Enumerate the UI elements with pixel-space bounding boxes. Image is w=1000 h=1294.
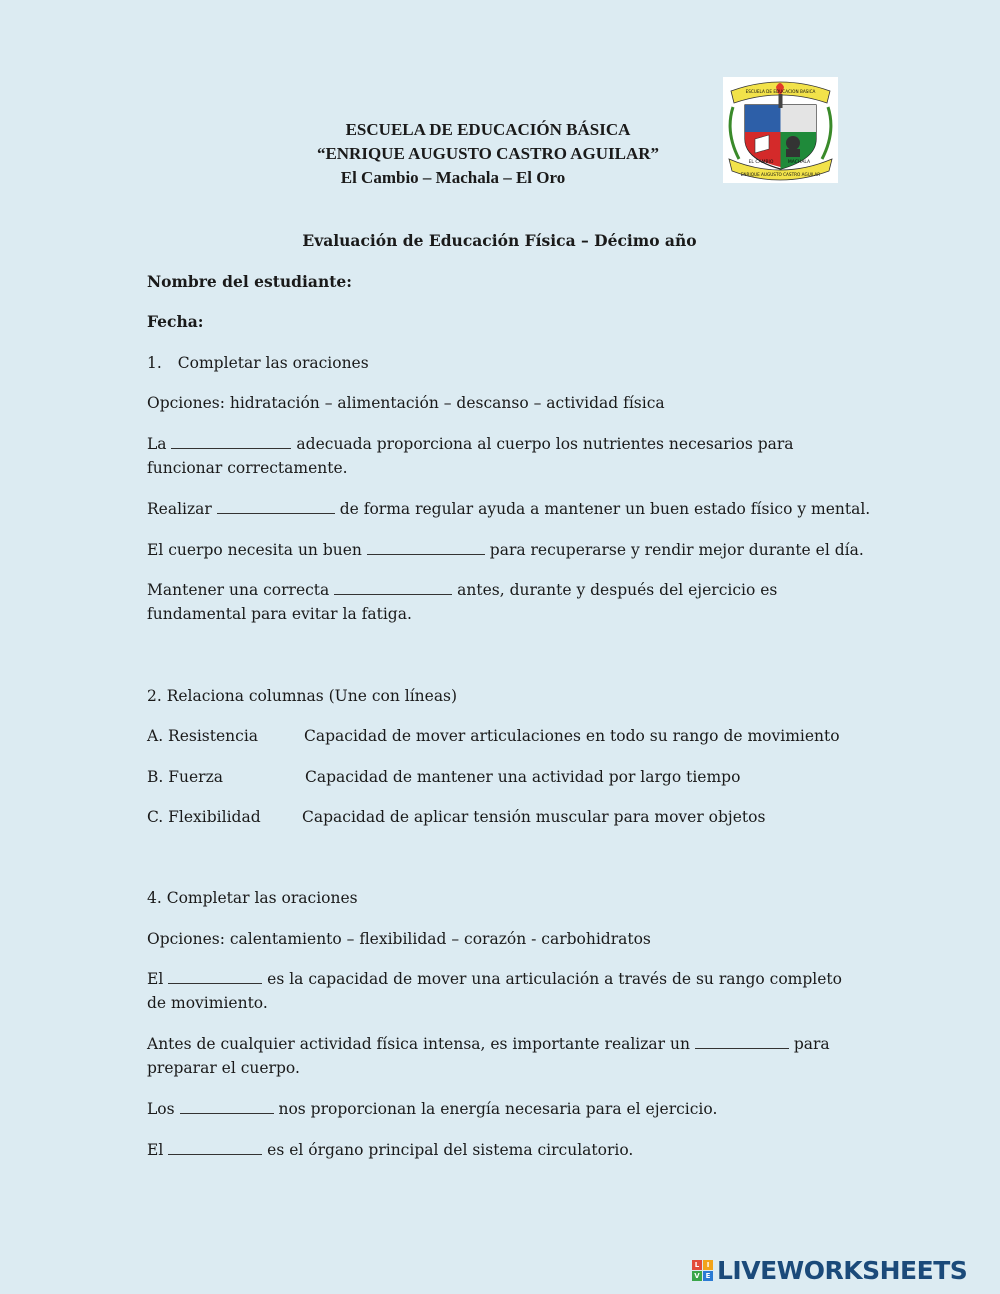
fill-blank-1-4[interactable] [334,580,452,595]
sentence-start: El [147,970,164,988]
section4-item-4 [147,1138,633,1162]
fill-blank-1-2[interactable] [217,499,335,514]
fill-blank-1-3[interactable] [367,540,485,555]
fill-blank-4-4[interactable] [168,1140,262,1155]
sentence-end: nos proporcionan la energía necesaria para el ejercicio. [278,1100,718,1118]
section2-heading: 2. Relaciona columnas (Une con líneas) [147,687,458,705]
sentence-end: es el órgano principal del sistema circulatorio. [267,1141,634,1159]
icon-letter: I [703,1260,713,1270]
crest-label-right: MACHALA [787,160,811,165]
match-row-c [147,805,859,829]
fill-blank-4-1[interactable] [168,969,262,984]
sentence-start: El cuerpo necesita un buen [147,541,362,559]
sentence-end: adecuada proporciona al cuerpo los nutrientes necesarios para funcionar correctamente. [147,435,794,477]
section1-item-4 [147,578,859,626]
section4-options: Opciones: calentamiento – flexibilidad – corazón - carbohidratos [147,930,651,948]
match-definition[interactable]: Capacidad de mantener una actividad por largo tiempo [305,768,741,786]
sentence-start: La [147,435,167,453]
fill-blank-1-1[interactable] [171,434,291,449]
section4-heading: 4. Completar las oraciones [147,889,358,907]
icon-letter: V [692,1271,702,1281]
match-definition[interactable]: Capacidad de aplicar tensión muscular para mover objetos [302,808,766,826]
section1-item-1 [147,432,859,480]
sentence-end: es la capacidad de mover una articulación a través de su rango completo de movimiento. [147,970,842,1012]
icon-letter: L [692,1260,702,1270]
section4-item-3 [147,1097,717,1121]
school-name-line1: ESCUELA DE EDUCACIÓN BÁSICA [345,120,631,139]
section1-number: 1. [147,354,162,372]
section4-item-2 [147,1032,859,1080]
page-title: Evaluación de Educación Física – Décimo año [302,231,697,250]
crest-ribbon-top-text: ESCUELA DE EDUCACION BASICA [745,89,816,94]
date-label: Fecha: [147,312,204,331]
school-location: El Cambio – Machala – El Oro [340,168,566,187]
section1-options: Opciones: hidratación – alimentación – descanso – actividad física [147,394,665,412]
crest-ribbon-bottom-text: ENRIQUE AUGUSTO CASTRO AGUILAR [740,172,821,177]
match-definition[interactable]: Capacidad de mover articulaciones en todo su rango de movimiento [304,727,840,745]
school-name-line2: “ENRIQUE AUGUSTO CASTRO AGUILAR” [316,144,660,163]
sentence-start: Mantener una correcta [147,581,330,599]
sentence-start: Antes de cualquier actividad física intensa, es importante realizar un [147,1035,690,1053]
school-crest-logo [723,77,838,183]
section1-heading-text: Completar las oraciones [177,354,369,372]
liveworksheets-watermark [692,1255,967,1285]
sentence-end: de forma regular ayuda a mantener un buen estado físico y mental. [339,500,871,518]
match-term[interactable]: B. Fuerza [147,768,223,786]
section1-heading [147,351,369,375]
match-row-a [147,724,859,748]
sentence-start: Realizar [147,500,212,518]
section1-item-2 [147,497,870,521]
match-row-b [147,765,859,789]
section4-item-1 [147,967,859,1015]
match-term[interactable]: A. Resistencia [147,727,259,745]
sentence-end: para recuperarse y rendir mejor durante el día. [489,541,864,559]
crest-label-left: EL CAMBIO [748,160,774,165]
icon-letter: E [703,1271,713,1281]
sentence-start: El [147,1141,164,1159]
sentence-start: Los [147,1100,175,1118]
fill-blank-4-3[interactable] [180,1099,274,1114]
sentence-end: para preparar el cuerpo. [147,1035,830,1077]
liveworksheets-icon [692,1260,713,1281]
liveworksheets-brand: LIVEWORKSHEETS [717,1255,968,1285]
sentence-end: antes, durante y después del ejercicio es fundamental para evitar la fatiga. [147,581,778,623]
student-name-label: Nombre del estudiante: [147,272,352,291]
match-term[interactable]: C. Flexibilidad [147,808,261,826]
fill-blank-4-2[interactable] [695,1034,789,1049]
section1-item-3 [147,538,864,562]
